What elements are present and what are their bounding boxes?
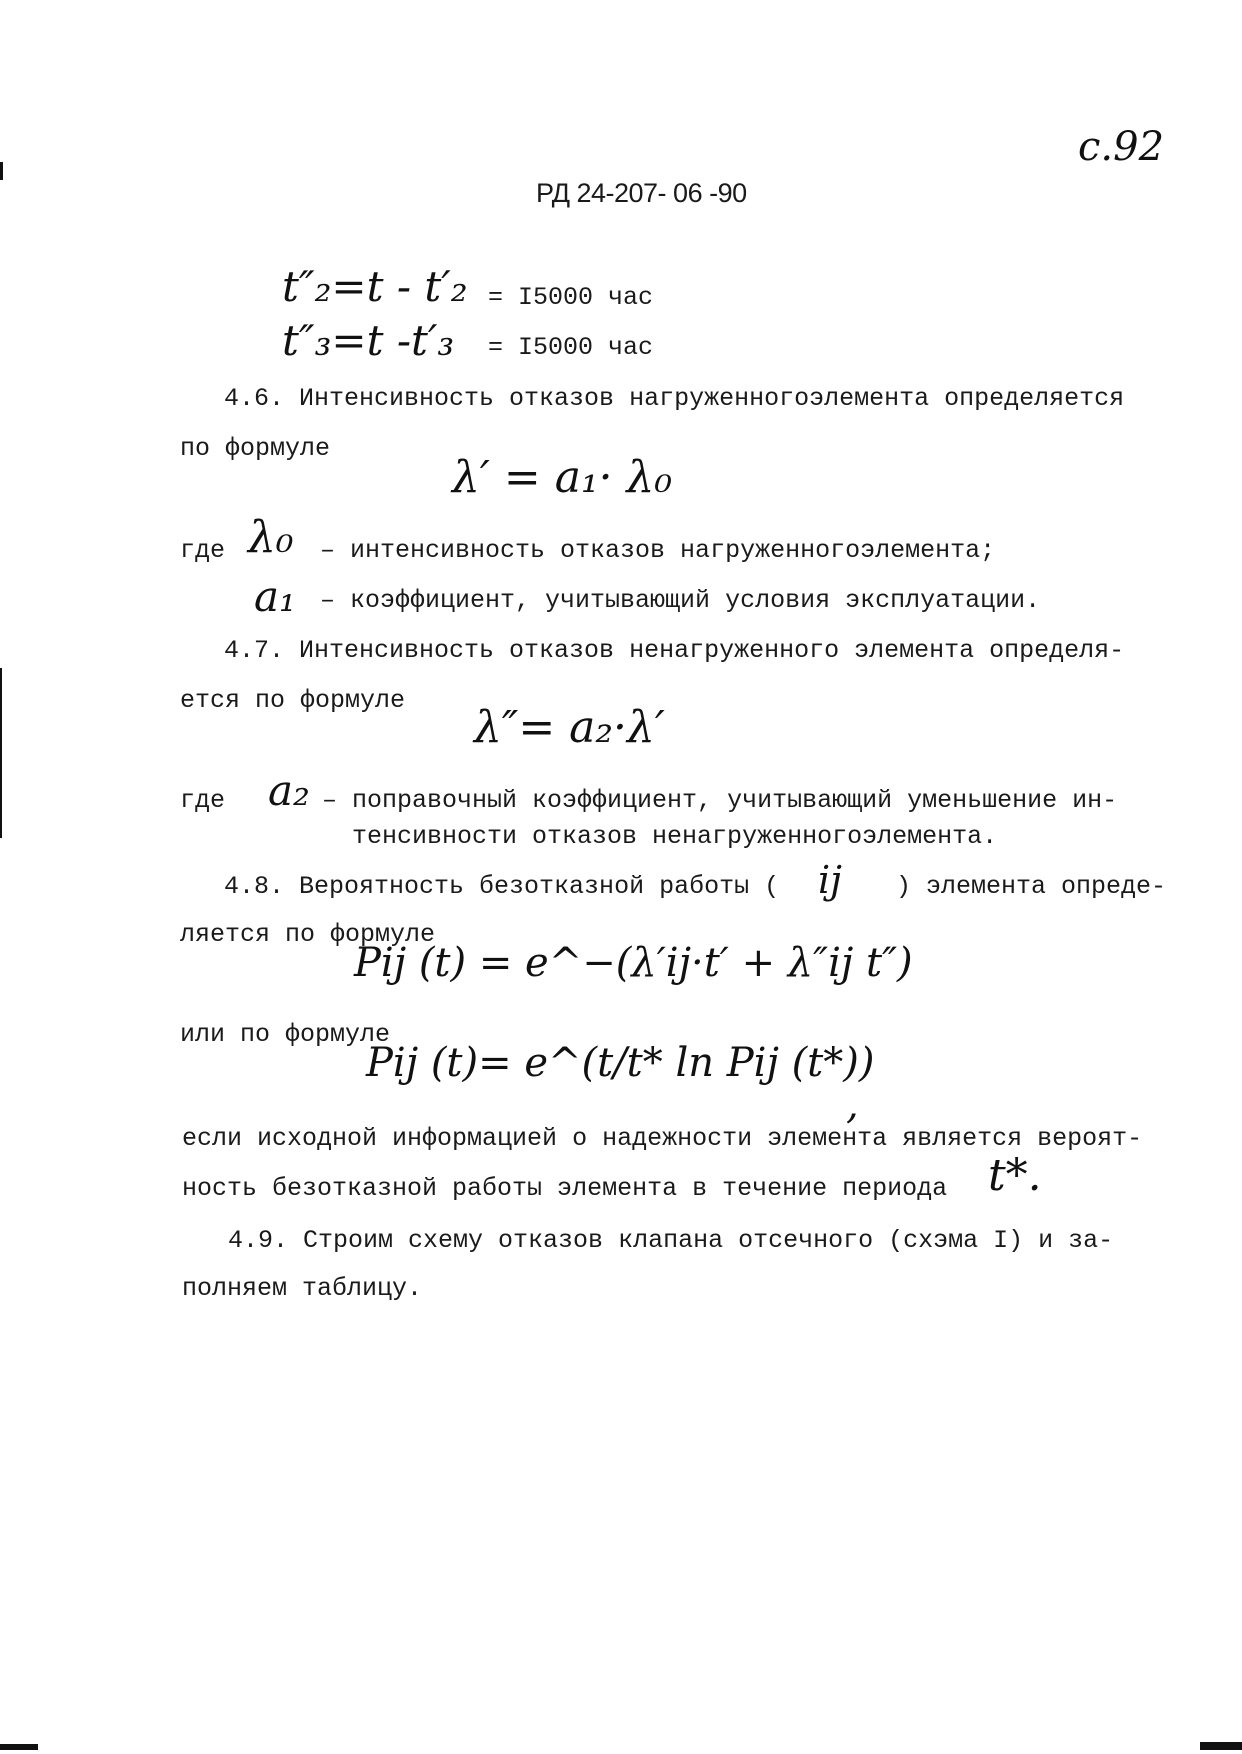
symbol-a1: a₁ [254, 572, 296, 621]
section-4-6-line1: 4.6. Интенсивность отказов нагруженногоэлемента определяется [224, 384, 1125, 413]
document-code: РД 24-207- 06 -90 [536, 178, 747, 208]
formula-t3-value: = I5000 час [488, 333, 654, 362]
formula-probability-2-comma: , [846, 1082, 859, 1128]
section-4-9-line2: полняем таблицу. [182, 1274, 423, 1303]
formula-lambda-prime: λ′ = a₁· λ₀ [452, 452, 673, 503]
formula-t3: t″₃=t -t′₃ [282, 316, 455, 365]
symbol-ij: ij [818, 858, 842, 902]
scan-mark-bottom-right [1200, 1742, 1242, 1750]
definition-a2-line2: тенсивности отказов ненагруженногоэлемента. [352, 822, 998, 851]
definition-a2-line1: – поправочный коэффициент, учитывающий уменьшение ин- [322, 786, 1118, 815]
section-4-8-line1b: ) элемента опреде- [896, 872, 1167, 901]
section-4-7-line2: ется по формуле [180, 686, 406, 715]
formula-probability-2: Pij (t)= e^(t/t* ln Pij (t*)) [366, 1040, 875, 1086]
where-label-1: где [180, 536, 226, 565]
symbol-t-star: t*. [988, 1150, 1042, 1201]
symbol-a2: a₂ [268, 766, 310, 815]
section-4-8-line1a: 4.8. Вероятность безотказной работы ( [224, 872, 780, 901]
definition-a1: – коэффициент, учитывающий условия эксплуатации. [320, 586, 1041, 615]
formula-lambda-double-prime: λ″= a₂·λ′ [474, 702, 665, 753]
page-number: с.92 [1078, 124, 1165, 170]
section-4-8-or-text: или по формуле [180, 1020, 391, 1049]
section-4-8-line2: ляется по формуле [180, 920, 436, 949]
symbol-lambda0: λ₀ [248, 512, 294, 563]
section-4-9-line1: 4.9. Строим схему отказов клапана отсечного (схэма I) и за- [228, 1226, 1114, 1255]
formula-probability-1: Pij (t) = e^−(λ′ij·t′ + λ″ij t″) [354, 940, 913, 986]
section-4-7-line1: 4.7. Интенсивность отказов ненагруженного элемента определя- [224, 636, 1125, 665]
where-label-2: где [180, 786, 226, 815]
section-4-6-line2: по формуле [180, 434, 331, 463]
section-4-8-line4: ность безотказной работы элемента в течение периода [182, 1174, 948, 1203]
formula-t2: t″₂=t - t′₂ [282, 262, 468, 311]
definition-lambda0: – интенсивность отказов нагруженногоэлемента; [320, 536, 996, 565]
scan-mark-bottom-left [0, 1744, 38, 1750]
scan-mark-left-bar [0, 668, 2, 838]
section-4-8-line3: если исходной информацией о надежности элемента является вероят- [182, 1124, 1143, 1153]
formula-t2-value: = I5000 час [488, 283, 654, 312]
scan-mark-left-top [0, 162, 3, 180]
